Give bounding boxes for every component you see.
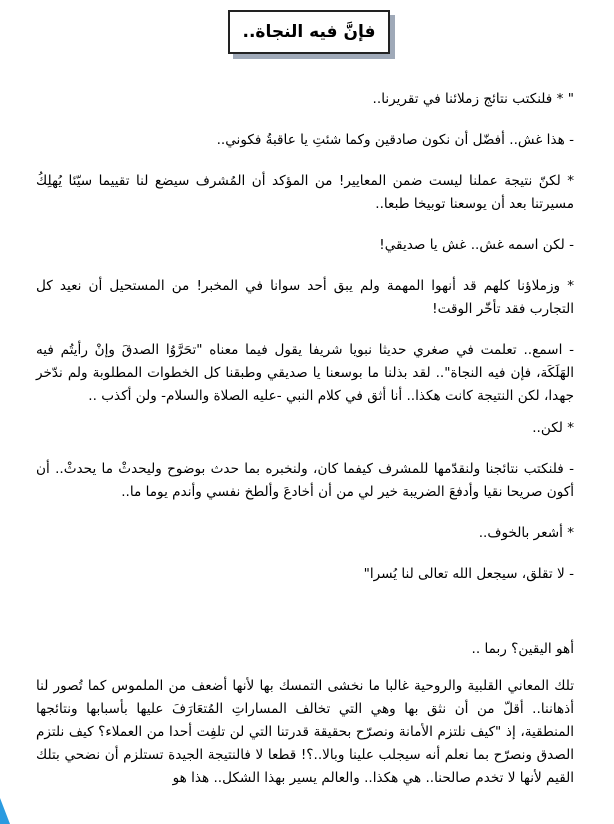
dialogue-line: - فلنكتب نتائجنا ولنقدّمها للمشرف كيفما كان، ولنخبره بما حدث بوضوح وليحدثْ ما يحدثْ.. أن أكون صريحا نقيا وأدفعَ الضريبة خير لي من أن أخادعَ وألطخ نفسي وأندم يوما ما.. bbox=[36, 461, 574, 500]
reflection-question: أهو اليقين؟ ربما .. bbox=[471, 641, 574, 657]
dialogue-line: - هذا غش.. أفضّل أن نكون صادقين وكما شئتِ يا عاقبةُ فكوني.. bbox=[216, 132, 574, 148]
reflection-paragraph: تلك المعاني القلبية والروحية غالبا ما نخشى التمسك بها لأنها أضعف من الملموس كما تُصور لنا أذهاننا.. أقلّ من أن نثق بها وهي التي تخالف المساراتِ المُتعَارَفَ عليها بأسبابها ونتائجها المنطقية، إذ "كيف نلتزم الأمانة ونصرّح بحقيقة قدرتنا التي لن تلفِت أحدا من العملاء؟ كيف نلتزم الصدق ونصرّح بما نعلم أنه سيجلب علينا وبالا..؟! قطعا لا فالنتيجة الجيدة تستلزم أن نضحي بتلك القيم لأنها لا تخدم صالحنا.. هي هكذا.. والعالم يسير بهذا الشكل.. هذا هو bbox=[36, 678, 574, 786]
dialogue-line: * وزملاؤنا كلهم قد أنهوا المهمة ولم يبق أحد سوانا في المخبر! من المستحيل أن نعيد كل التجارب فقد تأخّر الوقت! bbox=[36, 278, 574, 317]
page-title: فإنَّ فيه النجاة.. bbox=[242, 22, 376, 42]
dialogue-line: * أشعر بالخوف.. bbox=[478, 525, 574, 541]
dialogue-line: - لا تقلق، سيجعل الله تعالى لنا يُسرا" bbox=[363, 566, 574, 582]
dialogue-line: * لكنّ نتيجة عملنا ليست ضمن المعايير! من المؤكد أن المُشرف سيضع لنا تقييما سيّئا يُهلِكُ مسيرتنا بعد أن يوسعنا توبيخا طبعا.. bbox=[36, 173, 574, 212]
title-box bbox=[228, 10, 390, 54]
dialogue-line: " * فلنكتب نتائج زملائنا في تقريرنا.. bbox=[372, 91, 574, 107]
dialogue-line: - اسمع.. تعلمت في صغري حديثا نبويا شريفا يقول فيما معناه "تحَرَّوُا الصدقَ وإنْ رأيتُم فيه الهَلَكَة، فإن فيه النجاة".. لقد بذلنا ما بوسعنا يا صديقي وطبقنا كل الخطوات المطلوبة ولم ندّخر جهدا، لكن النتيجة كانت هكذا.. أنا أثق في كلام النبي -عليه الصلاة والسلام- ولن أكذب .. bbox=[36, 342, 574, 404]
dialogue-line: - لكن اسمه غش.. غش يا صديقي! bbox=[379, 237, 574, 253]
corner-accent bbox=[0, 798, 10, 824]
article-body bbox=[36, 88, 574, 808]
dialogue-line: * لكن.. bbox=[532, 420, 574, 436]
